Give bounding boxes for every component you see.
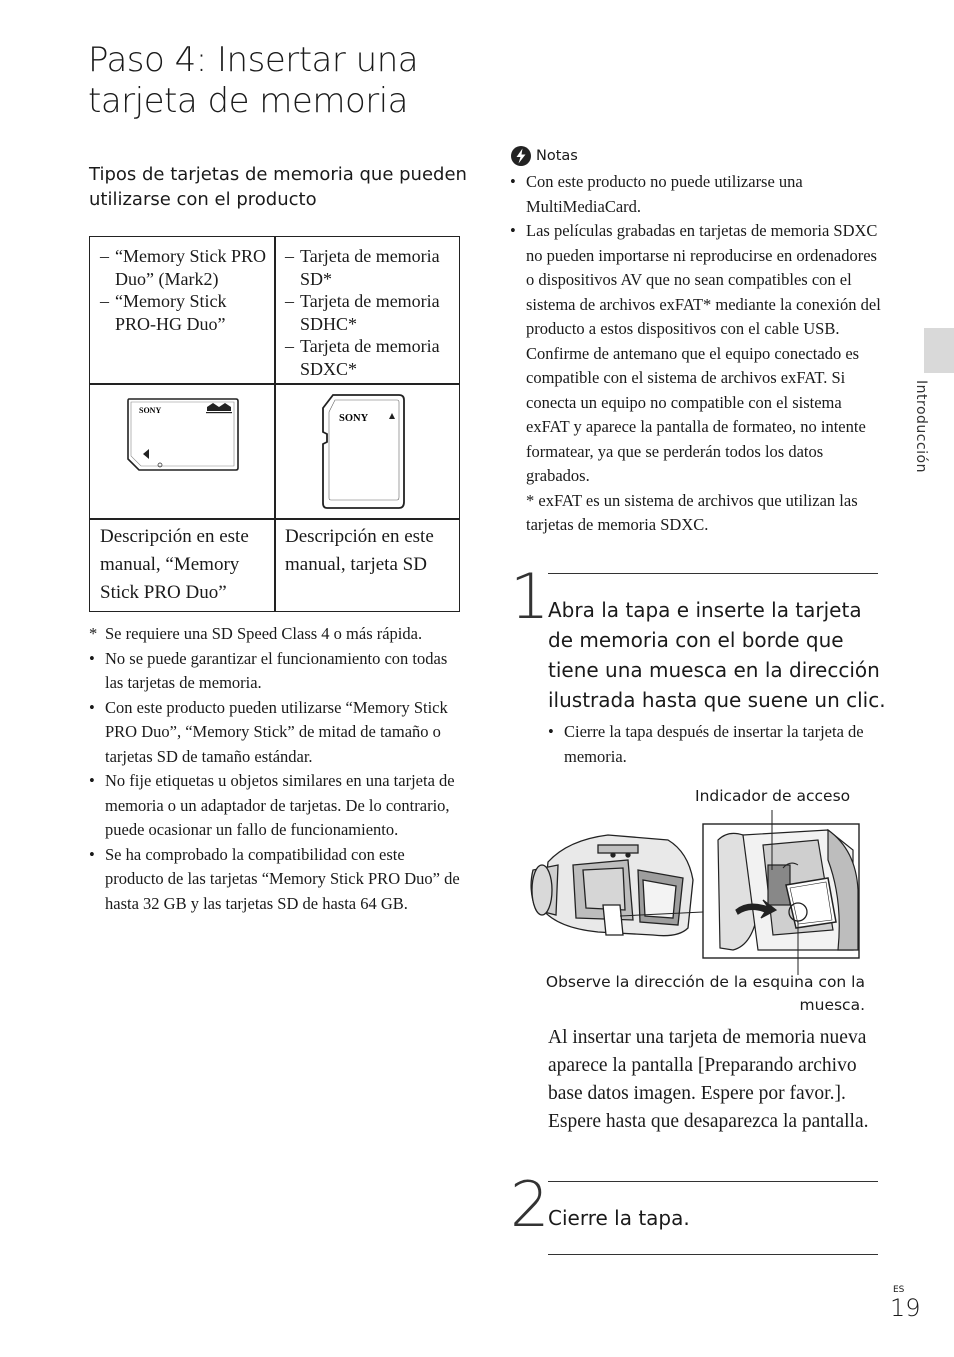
table-divider-horizontal-1	[90, 383, 459, 385]
asterisk-mark: *	[89, 624, 98, 643]
list-item	[89, 696, 461, 770]
list-item	[285, 335, 455, 380]
note-text: Cierre la tapa después de insertar la tarjeta de memoria.	[564, 722, 864, 766]
page-title	[88, 40, 508, 122]
list-item	[89, 843, 461, 917]
dash-mark: –	[285, 246, 294, 266]
bullet-mark: •	[510, 221, 516, 240]
step-2-number: 2	[510, 1168, 550, 1241]
sd-card-illustration	[317, 392, 412, 512]
sd-card-description: Descripción en este manual, tarjeta SD	[285, 526, 434, 575]
bullet-mark: •	[89, 844, 95, 864]
camcorder-icon	[531, 835, 693, 936]
notes-list	[510, 170, 882, 538]
sd-type-2: Tarjeta de memoria SDHC*	[300, 291, 440, 334]
list-item	[100, 290, 270, 335]
exfat-footnote: * exFAT es un sistema de archivos que utilizan las tarjetas de memoria SDXC.	[526, 490, 858, 534]
step-1-instruction: Abra la tapa e inserte la tarjeta de memoria con el borde que tiene una muesca en la dirección ilustrada hasta que suene un clic.	[548, 598, 886, 712]
speed-class-note: Se requiere una SD Speed Class 4 o más rápida.	[105, 624, 423, 643]
step-2-rule	[548, 1181, 878, 1182]
section-subtitle: Tipos de tarjetas de memoria que pueden utilizarse con el producto	[89, 164, 467, 210]
step-2-bottom-rule	[548, 1254, 878, 1255]
list-item	[89, 769, 461, 843]
dash-mark: –	[100, 246, 109, 266]
memory-stick-type-1: “Memory Stick PRO Duo” (Mark2)	[115, 246, 266, 289]
section-label-text: Introducción	[913, 380, 929, 473]
list-item	[510, 219, 882, 489]
bullet-mark: •	[510, 172, 516, 191]
list-item	[548, 720, 883, 769]
note-text: No se puede garantizar el funcionamiento con todas las tarjetas de memoria.	[105, 648, 448, 692]
bullet-mark: •	[89, 771, 95, 790]
list-item	[510, 170, 882, 219]
bullet-mark: •	[89, 648, 95, 668]
table-cell-sd-types	[285, 245, 455, 380]
dash-mark: –	[100, 291, 109, 311]
card-slot-detail	[718, 830, 858, 950]
note-text: Con este producto pueden utilizarse “Memory Stick PRO Duo”, “Memory Stick” de mitad de tamaño o tarjetas SD de tamaño estándar.	[105, 697, 448, 766]
step-1-notes	[548, 720, 883, 769]
table-cell-memory-stick-types	[100, 245, 270, 335]
memory-stick-type-2: “Memory Stick PRO-HG Duo”	[115, 291, 227, 334]
step-2-instruction: Cierre la tapa.	[548, 1206, 690, 1230]
list-item	[285, 245, 455, 290]
page-title-line-1: Paso 4: Insertar una	[88, 40, 419, 80]
memory-stick-illustration	[125, 397, 240, 472]
sd-type-1: Tarjeta de memoria SD*	[300, 246, 440, 289]
warning-bolt-icon	[510, 145, 532, 167]
step-1-rule	[548, 573, 878, 574]
dash-mark: –	[285, 336, 294, 356]
step-1-result-text: Al insertar una tarjeta de memoria nueva aparece la pantalla [Preparando archivo base datos imagen. Espere por favor.]. Espere hasta que desaparezca la pantalla.	[548, 1027, 869, 1132]
sd-type-3: Tarjeta de memoria SDXC*	[300, 336, 440, 379]
list-item	[100, 245, 270, 290]
note-text: Las películas grabadas en tarjetas de memoria SDXC no pueden importarse ni reproducirse en ordenadores o dispositivos AV que no sean compatibles con el sistema de archivos exFAT* mediante la conexión del producto a estos dispositivos con el cable USB. Confirme de antemano que el equipo conectado es compatible con el sistema de archivos exFAT. Si conecta un equipo no compatible con el sistema exFAT y aparece la pantalla de formateo, no intente formatear, ya que se perderán todos los datos grabados.	[526, 221, 881, 485]
page-number: 19	[890, 1294, 921, 1322]
list-item	[285, 290, 455, 335]
access-indicator-label: Indicador de acceso	[695, 787, 851, 805]
step-1-number: 1	[510, 560, 550, 633]
section-label	[913, 380, 937, 490]
notes-heading	[510, 145, 578, 167]
sd-card-logo: SONY	[339, 413, 369, 424]
bullet-mark: •	[89, 697, 95, 717]
language-code: ES	[893, 1285, 905, 1295]
notch-direction-label: Observe la dirección de la esquina con la muesca.	[545, 973, 865, 1014]
section-tab-marker	[924, 328, 954, 373]
camcorder-illustration	[528, 810, 868, 975]
page-title-line-2: tarjeta de memoria	[88, 81, 409, 121]
memory-stick-description: Descripción en este manual, “Memory Stick PRO Duo”	[100, 526, 249, 603]
bullet-mark: •	[548, 722, 554, 741]
notes-heading-label: Notas	[536, 148, 578, 164]
card-types-table	[89, 236, 460, 612]
note-text: No fije etiquetas u objetos similares en una tarjeta de memoria o un adaptador de tarjetas. De lo contrario, puede ocasionar un fallo de funcionamiento.	[105, 771, 455, 839]
table-notes	[89, 622, 461, 916]
dash-mark: –	[285, 291, 294, 311]
list-item	[89, 647, 461, 696]
table-divider-vertical	[274, 237, 276, 611]
footnote-item	[510, 489, 882, 538]
table-divider-horizontal-2	[90, 518, 459, 520]
note-text: Con este producto no puede utilizarse una MultiMediaCard.	[526, 172, 803, 216]
memory-stick-logo: SONY	[139, 406, 162, 415]
footnote-item	[89, 622, 461, 647]
note-text: Se ha comprobado la compatibilidad con este producto de las tarjetas “Memory Stick PRO Duo” de hasta 32 GB y las tarjetas SD de hasta 64 GB.	[105, 844, 460, 913]
